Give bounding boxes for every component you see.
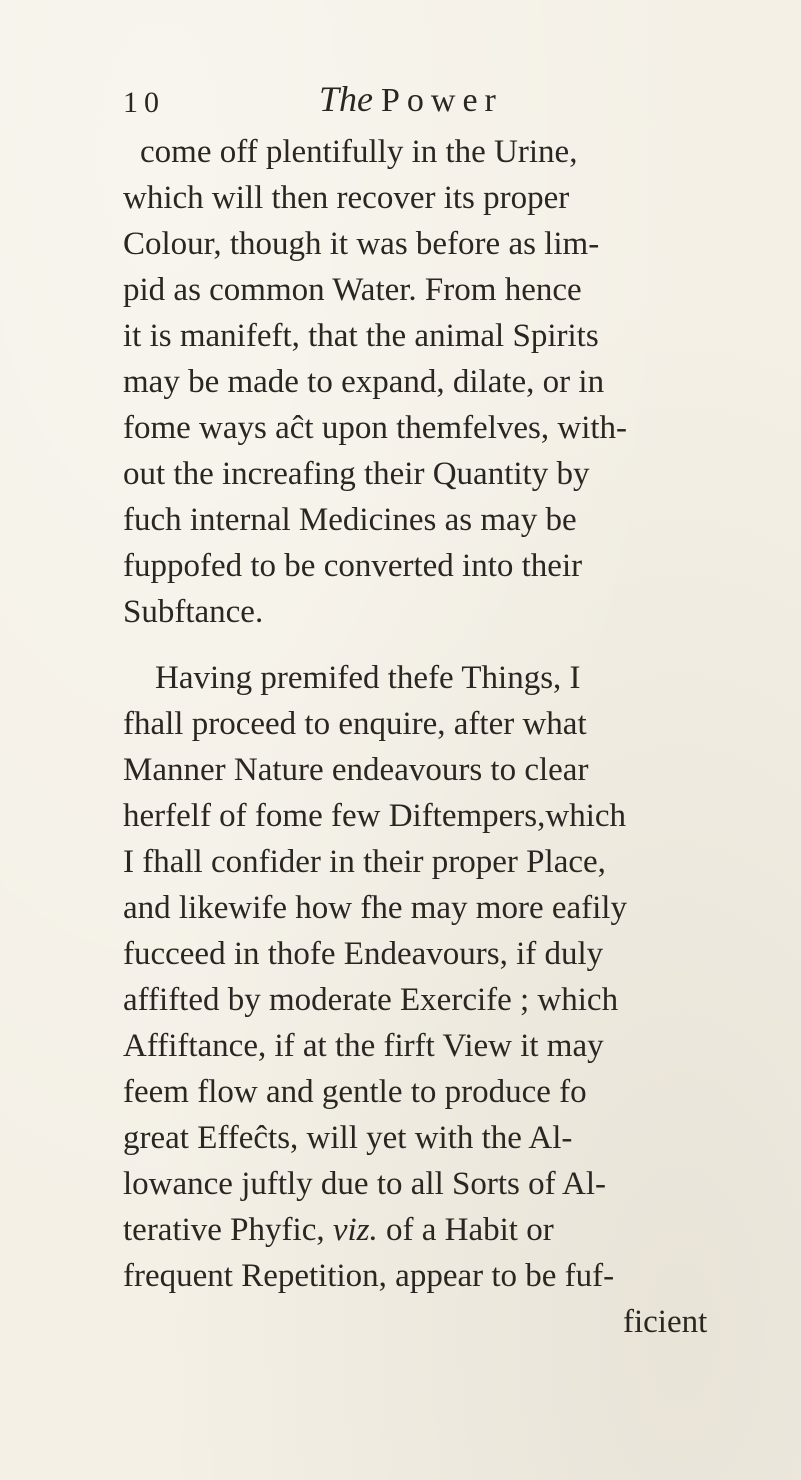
text-line: fhall proceed to enquire, after what: [123, 706, 587, 742]
text-line: pid as common Water. From hence: [123, 272, 582, 308]
text-line: and likewife how fhe may more eafily: [123, 890, 627, 926]
text-line-part: of a Habit or: [377, 1212, 554, 1248]
page-header: [123, 78, 683, 122]
text-line: Colour, though it was before as lim-: [123, 226, 600, 262]
text-line: come off plentifully in the Urine,: [140, 134, 578, 170]
text-line: fuch internal Medicines as may be: [123, 502, 577, 538]
text-line: fucceed in thofe Endeavours, if duly: [123, 936, 604, 972]
text-line: Having premifed thefe Things, I: [155, 660, 581, 696]
text-line: [123, 1210, 554, 1250]
text-line-part: terative Phyfic,: [123, 1212, 333, 1248]
text-line: herfelf of fome few Diftempers,which: [123, 798, 627, 834]
text-line: it is manifeft, that the animal Spirits: [123, 318, 599, 354]
text-line: great Effeĉts, will yet with the Al-: [123, 1120, 573, 1156]
text-line: Subftance.: [123, 594, 264, 630]
text-line: Manner Nature endeavours to clear: [123, 752, 589, 788]
text-line-italic: viz.: [332, 1212, 378, 1248]
running-title-caps: Power: [381, 82, 503, 119]
text-line: fome ways aĉt upon themfelves, with-: [123, 410, 628, 446]
text-line: ficient: [623, 1304, 708, 1340]
text-line: feem flow and gentle to produce fo: [123, 1074, 587, 1110]
page-number: 10: [123, 86, 165, 119]
text-line: frequent Repetition, appear to be fuf-: [123, 1258, 615, 1294]
text-line: may be made to expand, dilate, or in: [123, 364, 605, 400]
text-line: Affiftance, if at the firft View it may: [123, 1028, 604, 1064]
running-title: [319, 78, 503, 120]
running-title-italic: The: [319, 79, 373, 119]
text-line: affifted by moderate Exercife ; which: [123, 982, 619, 1018]
text-line: lowance juftly due to all Sorts of Al-: [123, 1166, 606, 1202]
text-line: fuppofed to be converted into their: [123, 548, 583, 584]
text-line: out the increafing their Quantity by: [123, 456, 590, 492]
text-line: I fhall confider in their proper Place,: [123, 844, 606, 880]
text-line: which will then recover its proper: [123, 180, 570, 216]
